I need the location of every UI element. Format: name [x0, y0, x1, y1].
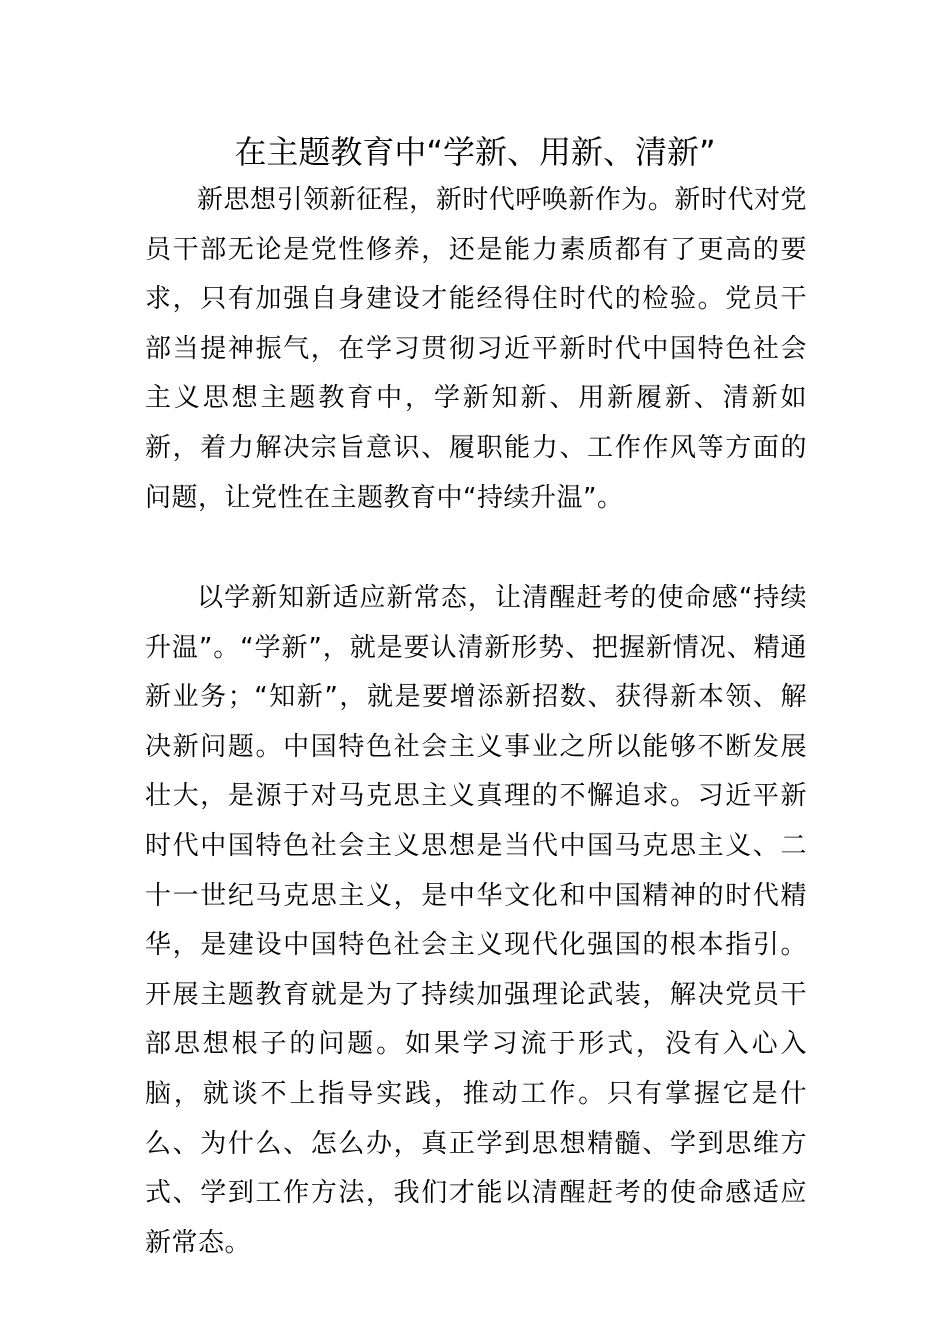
paragraph-learn-new: 以学新知新适应新常态，让清醒赶考的使命感“持续升温”。“学新”，就是要认清新形势、把握新情况、精通新业务；“知新”，就是要增添新招数、获得新本领、解决新问题。中国特色社会主义事业之所以能够不断发展壮大，是源于对马克思主义真理的不懈追求。习近平新时代中国特色社会主义思想是当代中国马克思主义、二十一世纪马克思主义，是中华文化和中国精神的时代精华，是建设中国特色社会主义现代化强国的根本指引。开展主题教育就是为了持续加强理论武装，解决党员干部思想根子的问题。如果学习流于形式，没有入心入脑，就谈不上指导实践，推动工作。只有掌握它是什么、为什么、怎么办，真正学到思想精髓、学到思维方式、学到工作方法，我们才能以清醒赶考的使命感适应新常态。 [145, 583, 807, 1258]
document-title: 在主题教育中“学新、用新、清新” [234, 133, 716, 171]
paragraph-intro: 新思想引领新征程，新时代呼唤新作为。新时代对党员干部无论是党性修养，还是能力素质都有了更高的要求，只有加强自身建设才能经得住时代的检验。党员干部当提神振气，在学习贯彻习近平新时代中国特色社会主义思想主题教育中，学新知新、用新履新、清新如新，着力解决宗旨意识、履职能力、工作作风等方面的问题，让党性在主题教育中“持续升温”。 [145, 185, 807, 513]
